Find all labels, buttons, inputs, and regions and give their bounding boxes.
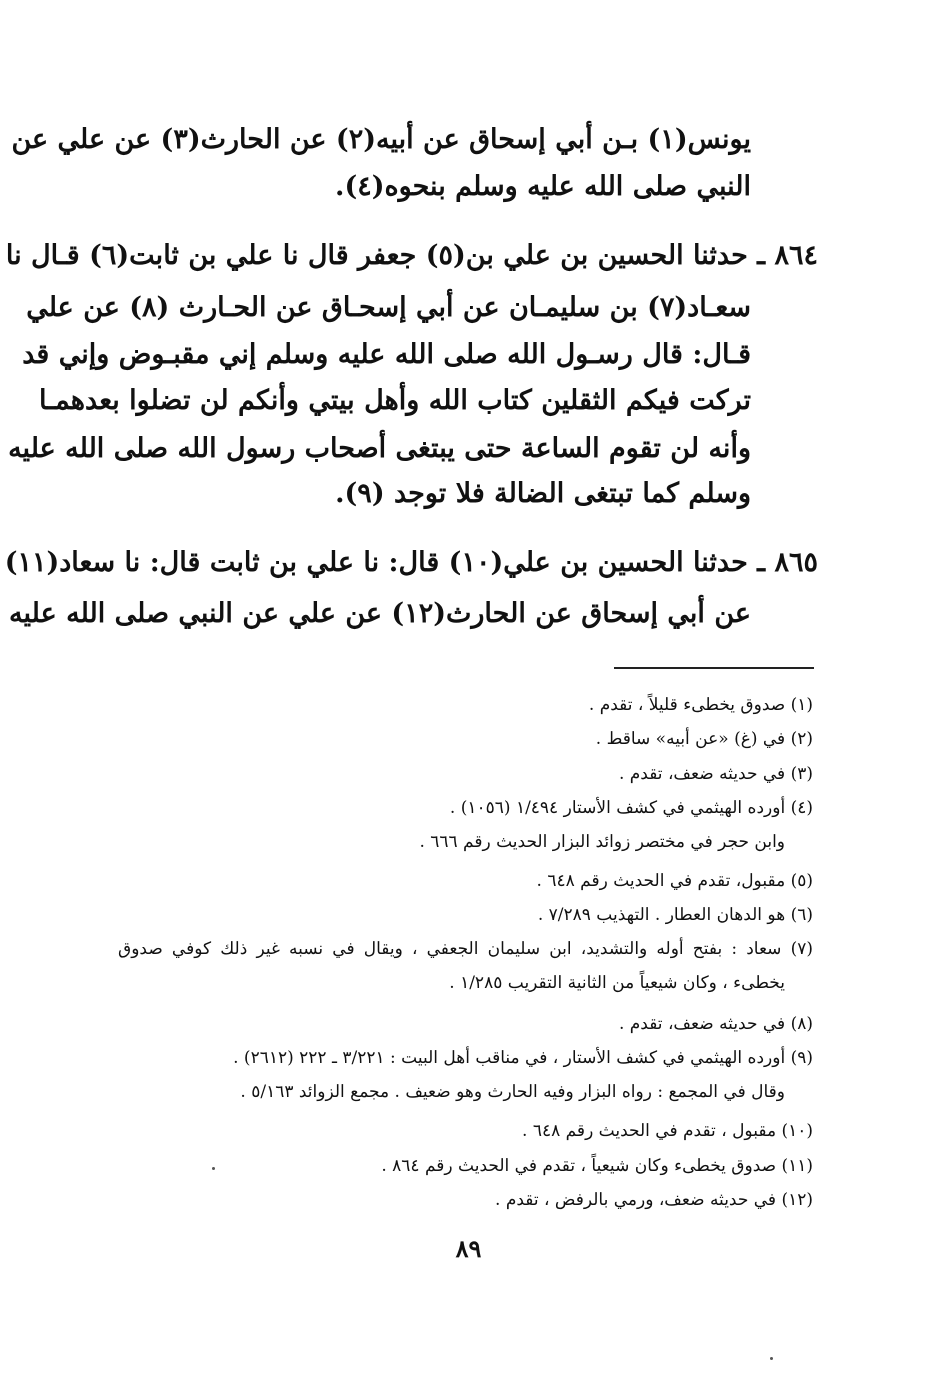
footnote-7-continuation: يخطىء ، وكان شيعياً من الثانية التقريب ١/٢٨٥ . [449, 973, 785, 993]
footnote-4: (٤) أورده الهيثمي في كشف الأستار ١/٤٩٤ (١٠٥٦) . [449, 798, 813, 818]
main-text-line: تركت فيكم الثقلين كتاب الله وأهل بيتي وأنكم لن تضلوا بعدهمـا [39, 385, 751, 416]
footnote-4-continuation: وابن حجر في مختصر زوائد البزار الحديث رقم ٦٦٦ . [419, 832, 785, 852]
footnote-separator [614, 667, 814, 669]
main-text-line: يونس(١) بـن أبي إسحاق عن أبيه(٢) عن الحارث(٣) عن علي عن [11, 124, 751, 155]
footnote-8: (٨) في حديثه ضعف، تقدم . [618, 1014, 813, 1034]
main-text-line: النبي صلى الله عليه وسلم بنحوه(٤). [335, 171, 751, 202]
footnote-10: (١٠) مقبول ، تقدم في الحديث رقم ٦٤٨ . [522, 1121, 813, 1141]
footnote-9: (٩) أورده الهيثمي في كشف الأستار ، في مناقب أهل البيت : ٣/٢٢١ ـ ٢٢٢ (٢٦١٢) . [233, 1048, 813, 1068]
main-text-line: قـال: قال رسـول الله صلى الله عليه وسلم إني مقبـوض وإني قد [22, 339, 751, 370]
footnote-6: (٦) هو الدهان العطار . التهذيب ٧/٢٨٩ . [537, 905, 813, 925]
footnote-9-continuation: وقال في المجمع : رواه البزار وفيه الحارث وهو ضعيف . مجمع الزوائد ٥/١٦٣ . [240, 1082, 785, 1102]
footnote-11: (١١) صدوق يخطىء وكان شيعياً ، تقدم في الحديث رقم ٨٦٤ . [381, 1156, 813, 1176]
footnote-3: (٣) في حديثه ضعف، تقدم . [618, 764, 813, 784]
footnote-5: (٥) مقبول، تقدم في الحديث رقم ٦٤٨ . [536, 871, 813, 891]
hadith-864-heading-line: ٨٦٤ ـ حدثنا الحسين بن علي بن(٥) جعفر قال نا علي بن ثابت(٦) قـال نا [5, 240, 818, 271]
hadith-865-heading-line: ٨٦٥ ـ حدثنا الحسين بن علي(١٠) قال: نا علي بن ثابت قال: نا سعاد(١١) [4, 547, 818, 578]
main-text-line: وأنه لن تقوم الساعة حتى يبتغى أصحاب رسول الله صلى الله عليه [8, 433, 751, 464]
main-text-line: سعـاد(٧) بن سليمـان عن أبي إسحـاق عن الحـارث (٨) عن علي [26, 292, 751, 323]
footnote-7: (٧) سعاد : بفتح أوله والتشديد، ابن سليمان الجعفي ، ويقال في نسبه غير ذلك كوفي صدوق [118, 939, 813, 959]
scan-speck [770, 1357, 773, 1360]
main-text-line: عن أبي إسحاق عن الحارث(١٢) عن علي عن النبي صلى الله عليه [9, 598, 751, 629]
footnote-1: (١) صدوق يخطىء قليلاً ، تقدم . [588, 695, 813, 715]
page-number: ٨٩ [455, 1234, 482, 1263]
footnote-12: (١٢) في حديثه ضعف، ورمي بالرفض ، تقدم . [495, 1190, 813, 1210]
scan-speck [212, 1167, 215, 1170]
main-text-line: وسلم كما تبتغى الضالة فلا توجد (٩). [335, 478, 751, 509]
footnote-2: (٢) في (غ) «عن أبيه» ساقط . [595, 729, 813, 749]
